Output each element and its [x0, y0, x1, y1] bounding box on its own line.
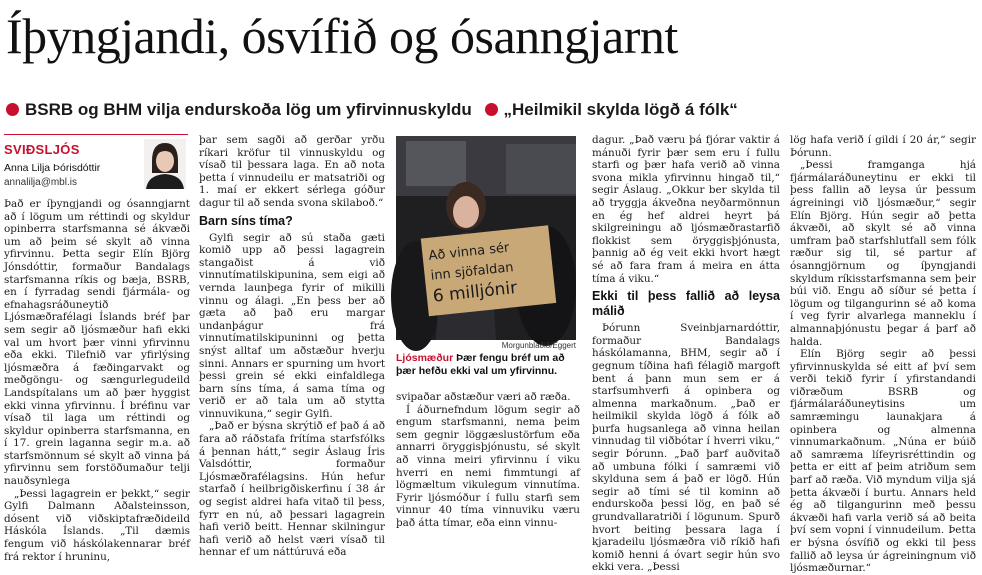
section-label: SVIÐSLJÓS	[4, 142, 80, 157]
photo-caption	[396, 352, 576, 377]
caption-text: Þær fengu bréf um að þær hefðu ekki val um yfirvinnu.	[396, 352, 565, 377]
author-avatar	[144, 139, 186, 189]
article-column-4	[592, 134, 780, 574]
paragraph: lög hafa verið í gildi í 20 ár,“ segir Þórunn.	[790, 134, 976, 159]
sign-text-line: 6 milljónir	[431, 277, 519, 307]
photo-credit: Morgunblaðið/Eggert	[501, 341, 576, 350]
paragraph: Elín Björg segir að þessi yfirvinnuskylda sé eitt af því sem verði tekið fyrir í yfirstandandi viðræðum BSRB og fjármálaráðuneytisins um samræmingu launakjara á opinbera og almenna vinnumarkaðnum. „Núna er búið að samræma lífeyrisréttindin og þetta er eitt af þeim atriðum sem þarf að ræða. Við myndum vilja sjá þetta ákvæði í burtu. Annars held ég að tilgangurinn með þessu ákvæði hafi varla verið sá að beita því sem vopni í vinnudeilum. Þetta er býsna ósvífið og ekki til þess fallið að leysa úr ágreiningnum við ljósmæðurnar.“	[790, 348, 976, 575]
article-column-1	[4, 198, 190, 563]
paragraph: þar sem sagði að gerðar yrðu ríkari kröfur til vinnuskyldu og vísað til þessara laga. En að nota þetta í vinnudeilu er matsatriði og 1. maí er ekkert sérlega góður dagur til að senda svona skilaboð.“	[199, 134, 385, 209]
article-column-5	[790, 134, 976, 575]
paragraph: „Þessi framganga hjá fjármálaráðuneytinu er ekki til þess fallin að leysa úr þessum ágreiningi við ljósmæður,“ segir Elín Björg. Hún segir að þetta ákvæði, að skylt sé að vinna umfram það starfshlutfall sem fólk ræður sig til, sé partur af ósanngjörnum og íþyngjandi skyldum ríkisstarfsmanna sem þeir búi við. Engu að síður sé þetta í lögum og tilgangurinn sé að koma í veg fyrir alvarlega manneklu í almannaþjónustu þegar á þarf að halda.	[790, 159, 976, 348]
paragraph: Þórunn Sveinbjarnardóttir, formaður Bandalags háskólamanna, BHM, segir að í gegnum tíðina hafi félagið margoft bent á þann mun sem er á starfsumhverfi á opinbera og almenna markaðnum. „Það er heilmikil skylda lögð á fólk að þurfa hugsanlega að vinna heilan vinnudag til viðbótar í hverri viku,“ segir Þórunn. „Það þarf auðvitað að umbuna fólki í samræmi við skylduna sem á það er lögð. Hún segir að tími sé til kominn að endurskoða þessi lög, en það sé grundvallaratriði í lögunum. Spurð hvort beiting þessara laga í kjaradeilu ljósmæðra við ríkið hafi komið henni á óvart segir hún svo ekki vera. „Þessi	[592, 322, 780, 574]
bullet-dot-icon	[6, 103, 19, 116]
article-column-2	[199, 134, 385, 559]
paragraph: „Þessi lagagrein er þekkt,“ segir Gylfi Dalmann Aðalsteinsson, dósent við viðskiptafræðideild Háskóla Íslands. „Til dæmis fengum við háskólakennarar bréf frá rektor í hruninu,	[4, 487, 190, 563]
caption-lead: Ljósmæður	[396, 352, 454, 364]
bullet-dot-icon	[485, 103, 498, 116]
section-heading: Ekki til þess fallið að leysa málið	[592, 289, 780, 319]
subhead-2: „Heilmikil skylda lögð á fólk“	[503, 100, 738, 119]
article-photo	[396, 136, 576, 340]
paragraph: svipaðar aðstæður væri að ræða.	[396, 391, 571, 403]
byline	[4, 134, 188, 197]
sign-text-line: inn sjöfaldan	[429, 260, 515, 284]
article-column-3	[396, 391, 580, 528]
paragraph: Í áðurnefndum lögum segir að engum starfsmanni, nema þeim sem gegnir löggæslustörfum eða annarri öryggisþjónustu, sé skylt að vinna meiri yfirvinnu í viku hverri en nemi fimmtungi af lögmæltum vikulegum vinnutíma. Fyrir ljósmóður í fullu starfi sem vinnur 40 tíma vinnuviku væru það átta tímar, eða einn vinnu-	[396, 403, 580, 529]
paragraph: „Það er býsna skrýtið ef það á að fara að ráðstafa frítíma starfsfólks á þennan hátt,“ segir Áslaug Íris Valsdóttir, formaður Ljósmæðrafélagsins. Hún hefur starfað í heilbrigðiskerfinu í 38 ár og segist aldrei hafa vitað til þess, fyrr en nú, að þessari lagagrein hafi verið beitt. Hennar skilningur hafi verið að helst væri vísað til hennar ef um náttúruvá eða	[199, 420, 385, 559]
paragraph: dagur. „Það væru þá fjórar vaktir á mánuði fyrir þær sem eru í fullu starfi og þær hafa verið að vinna svona mikla yfirvinnu hingað til,“ segir Áslaug. „Okkur ber skylda til að tryggja ákveðna neyðarmönnun en ég hef aldrei heyrt þá skilgreiningu að ljósmæðrastarfið flokkist sem öryggisþjónusta, þannig að ég veit ekki hvort hægt sé að fara fram á meira en átta tíma á viku.“	[592, 134, 780, 285]
sign-text-line: Að vinna sér	[427, 240, 511, 264]
headline: Íþyngjandi, ósvífið og ósanngjarnt	[6, 8, 678, 64]
section-heading: Barn síns tíma?	[199, 213, 293, 228]
author-email: annalilja@mbl.is	[4, 177, 77, 188]
author-name: Anna Lilja Þórisdóttir	[4, 162, 101, 174]
subhead-1: BSRB og BHM vilja endurskoða lög um yfirvinnuskyldu	[25, 100, 472, 119]
subheadline-bar	[6, 100, 738, 120]
paragraph: Það er íþyngjandi og ósanngjarnt að í lögum um réttindi og skyldur opinberra starfsmanna sé ákvæði um að þeim sé skylt að vinna yfirvinnu. Þetta segir Elín Björg Jónsdóttir, formaður Bandalags starfsmanna ríkis og bæja, BSRB, en í fyrradag sendi fjármála- og efnahagsráðuneytið Ljósmæðrafélagi Íslands bréf þar sem segir að ljósmæður hafi ekki val um hvort þær vinni yfirvinnu eða ekki. Tilefnið var yfirlýsing ljósmæðra á fæðingarvakt og meðgöngu- og sængurlegudeild Landspítalans um að þær hyggist ekki vinna yfirvinnu. Í bréfinu var vísað til laga um réttindi og skyldur opinberra starfsmanna, en í 17. grein laganna segir m.a. að starfsmönnum sé skylt að vinna þá yfirvinnu sem forstöðumaður telji nauðsynlega	[4, 198, 190, 488]
paragraph: Gylfi segir að sú staða gæti komið upp að þessi lagagrein stangaðist á við vinnutímatilskipunina, sem eigi að vernda launþega fyrir of mikilli vinnu og álagi. „En þess ber að gæta að það eru margar undanþágur frá vinnutímatilskipuninni og þetta snýst alltaf um aðstæður hverju sinni. Annars er spurning um hvort þessi grein sé ekki einfaldlega barn síns tíma, á sama tíma og verið er að tala um að stytta vinnuvikuna,“ segir Gylfi.	[199, 231, 385, 420]
